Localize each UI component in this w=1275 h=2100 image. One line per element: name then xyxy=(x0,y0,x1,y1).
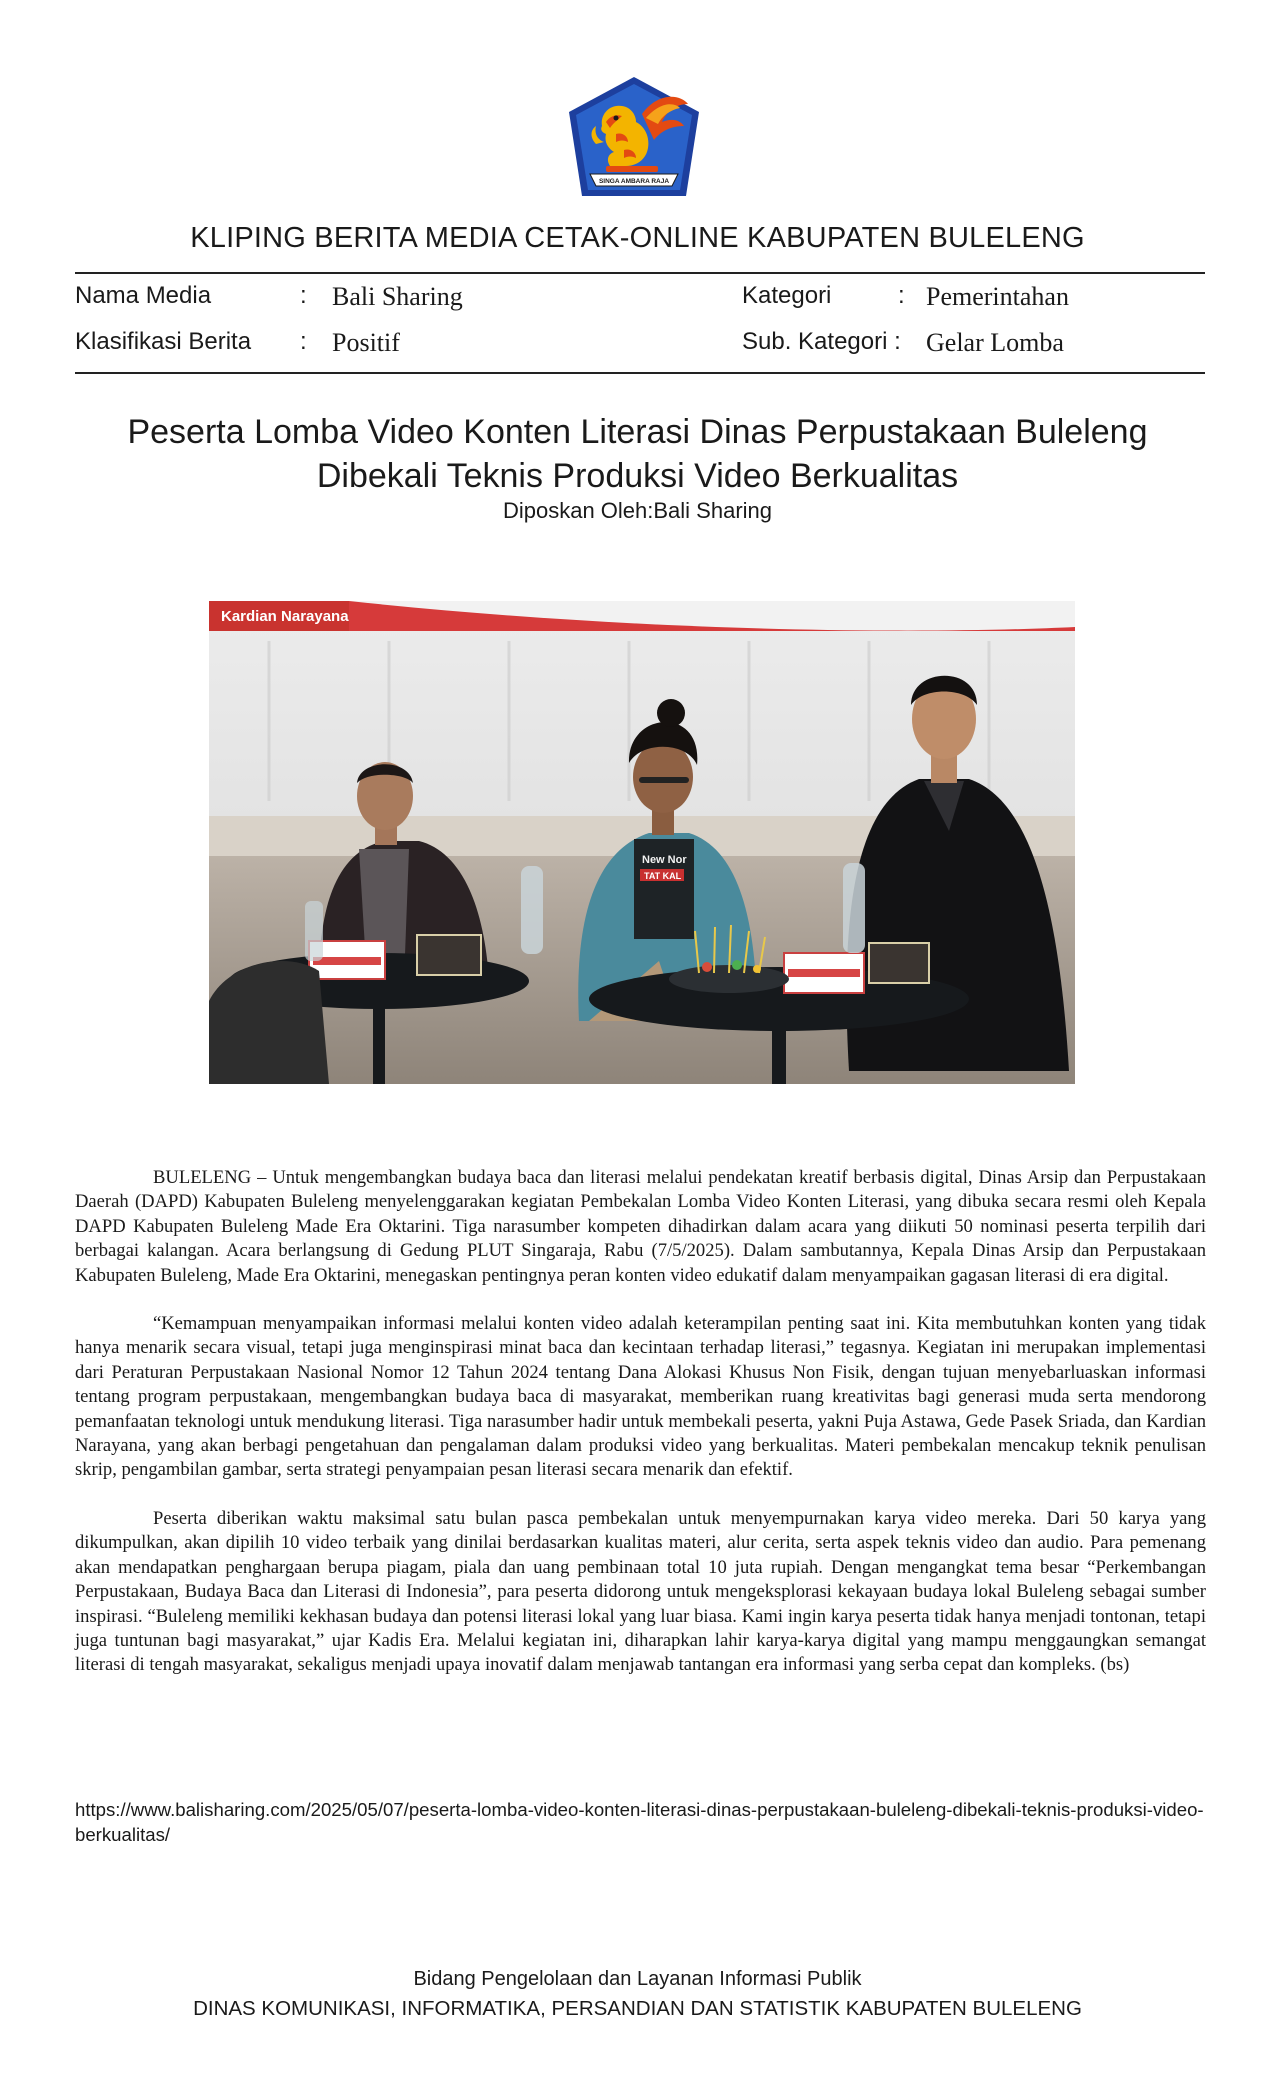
footer-division: Bidang Pengelolaan dan Layanan Informasi Publik xyxy=(413,1968,862,1990)
article-title-line-2: Dibekali Teknis Produksi Video Berkualitas xyxy=(316,457,959,495)
source-url-link[interactable]: https://www.balisharing.com/2025/05/07/peserta-lomba-video-konten-literasi-dinas-perpustakaan-buleleng-dibekali-teknis-produksi-video-berkualitas/ xyxy=(75,1799,1204,1845)
article-title xyxy=(0,410,1275,498)
article-photo xyxy=(209,601,1075,1084)
article-paragraph: Peserta diberikan waktu maksimal satu bulan pasca pembekalan untuk menyempurnakan karya video mereka. Dari 50 karya yang dikumpulkan, akan dipilih 10 video terbaik yang dinilai berdasarkan kualitas materi, alur cerita, serta aspek teknis video dan audio. Para pemenang akan mendapatkan penghargaan berupa piagam, piala dan uang pembinaan total 10 juta rupiah. Dengan mengangkat tema besar “Perkembangan Perpustakaan, Budaya Baca dan Literasi di Indonesia”, para peserta didorong untuk mengeksplorasi kekayaan budaya lokal Buleleng sebagai sumber inspirasi. “Buleleng memiliki kekhasan budaya dan potensi literasi lokal yang luar biasa. Kami ingin karya peserta tidak hanya menjadi tontonan, tetapi juga tuntunan bagi masyarakat,” ujar Kadis Era. Melalui kegiatan ini, diharapkan lahir karya-karya digital yang mampu menggaungkan semangat literasi di tengah masyarakat, sekaligus menjadi upaya inovatif dalam menjawab tantangan era informasi yang serba cepat dan kompleks. (bs) xyxy=(75,1507,1206,1676)
news-classification-label: Klasifikasi Berita xyxy=(75,328,252,355)
article-title-line-1: Peserta Lomba Video Konten Literasi Dinas Perpustakaan Buleleng xyxy=(127,413,1148,451)
media-name-label: Nama Media xyxy=(75,282,212,309)
photo-shirt-text-1: New Nor xyxy=(642,854,687,866)
subcategory-label: Sub. Kategori : xyxy=(742,328,901,355)
clipping-header-title: KLIPING BERITA MEDIA CETAK-ONLINE KABUPATEN BULELENG xyxy=(190,222,1085,254)
posted-by: Diposkan Oleh:Bali Sharing xyxy=(502,498,773,523)
article-paragraph: “Kemampuan menyampaikan informasi melalui konten video adalah keterampilan penting saat ini. Kita membutuhkan konten yang tidak hanya menarik secara visual, tetapi juga menginspirasi minat baca dan kecintaan terhadap literasi,” tegasnya. Kegiatan ini merupakan implementasi dari Peraturan Perpustakaan Nasional Nomor 12 Tahun 2024 tentang Dana Alokasi Khusus Non Fisik, dengan tujuan menyebarluaskan informasi tentang program perpustakaan, mengembangkan budaya baca di masyarakat, memberikan ruang kreativitas bagi generasi muda serta mendorong pemanfaatan teknologi untuk mendukung literasi. Tiga narasumber hadir untuk membekali peserta, yakni Puja Astawa, Gede Pasek Sriada, dan Kardian Narayana, yang akan berbagi pengetahuan dan pengalaman dalam produksi video yang berkualitas. Materi pembekalan mencakup teknik penulisan skrip, pengambilan gambar, serta strategi penyampaian pesan literasi secara menarik dan efektif. xyxy=(75,1313,1206,1481)
subcategory-value: Gelar Lomba xyxy=(926,328,1064,357)
media-name-colon: : xyxy=(300,282,307,309)
header-top-rule xyxy=(75,272,1205,274)
media-name-value: Bali Sharing xyxy=(332,282,463,311)
photo-banner-text: Kardian Narayana xyxy=(221,608,349,625)
article-paragraph: BULELENG – Untuk mengembangkan budaya baca dan literasi melalui pendekatan kreatif berbasis digital, Dinas Arsip dan Perpustakaan Daerah (DAPD) Kabupaten Buleleng menyelenggarakan kegiatan Pembekalan Lomba Video Konten Literasi, yang dibuka secara resmi oleh Kepala DAPD Kabupaten Buleleng Made Era Oktarini. Tiga narasumber kompeten dihadirkan dalam acara yang diikuti 50 nominasi peserta terpilih dari berbagai kalangan. Acara berlangsung di Gedung PLUT Singaraja, Rabu (7/5/2025). Dalam sambutannya, Kepala Dinas Arsip dan Perpustakaan Kabupaten Buleleng, Made Era Oktarini, menegaskan pentingnya peran konten video edukatif dalam menyampaikan gagasan literasi di era digital. xyxy=(75,1167,1206,1286)
category-label: Kategori xyxy=(742,282,832,309)
header-bottom-rule xyxy=(75,372,1205,374)
footer-agency: DINAS KOMUNIKASI, INFORMATIKA, PERSANDIAN DAN STATISTIK KABUPATEN BULELENG xyxy=(193,1997,1082,2020)
photo-shirt-text-2: TAT KAL xyxy=(644,871,682,881)
news-classification-value: Positif xyxy=(332,328,400,357)
article-body xyxy=(75,1166,1206,1702)
buleleng-regency-logo xyxy=(566,74,702,202)
category-value: Pemerintahan xyxy=(926,282,1069,311)
news-classification-colon: : xyxy=(300,328,307,355)
logo-motto: SINGA AMBARA RAJA xyxy=(598,178,670,185)
category-colon: : xyxy=(898,282,905,309)
